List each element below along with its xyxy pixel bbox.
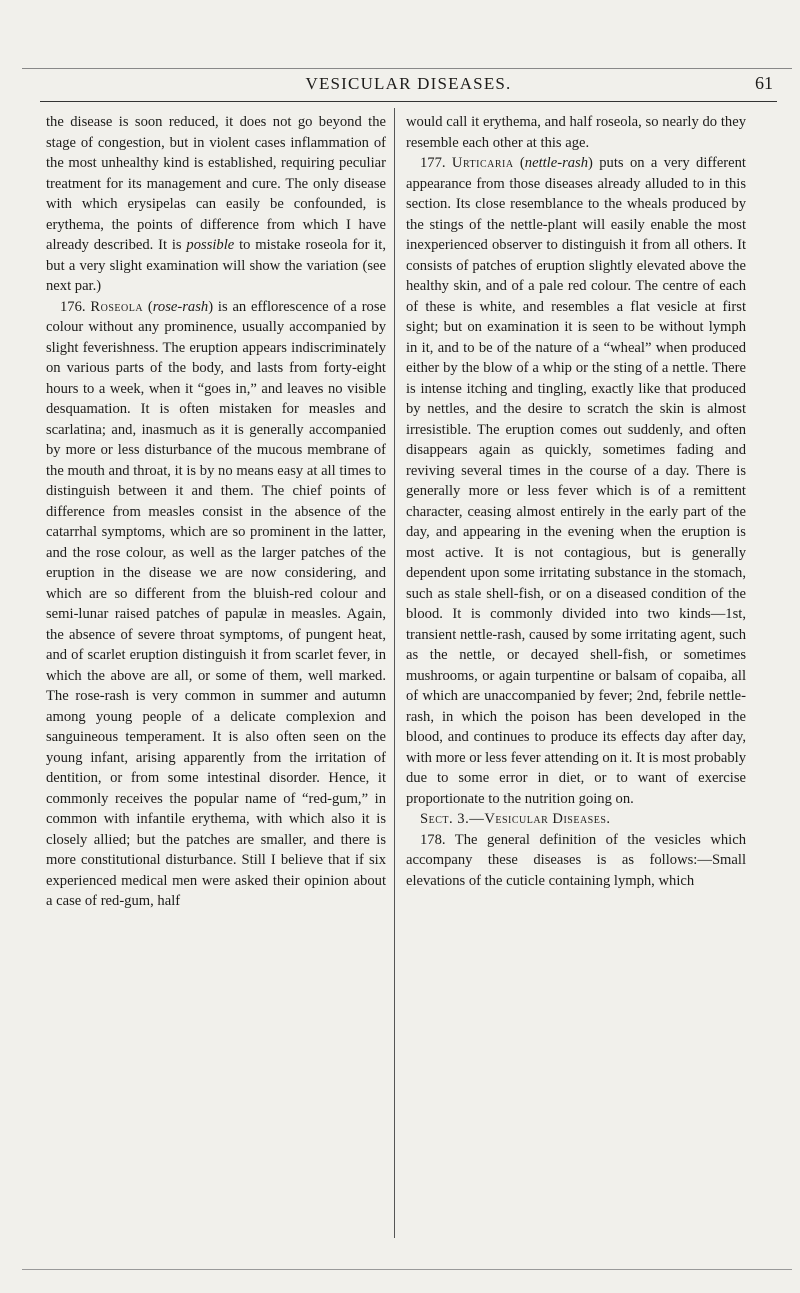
running-header [40, 70, 777, 100]
right-column [406, 112, 746, 891]
text-run: 178. The general definition of the vesicles which accompany these diseases is as follows:—Small elevations of the cuticle containing lymph, which [406, 831, 746, 889]
paragraph-177-urticaria: 177. Urticaria (nettle-rash) puts on a very different appearance from those diseases already alluded to in this section. Its close resemblance to the wheals produced by the stings of the nettle-plant will easily enable the most inexperienced observer to distinguish it from all others. It consists of patches of eruption slightly elevated above the healthy skin, and of a pale red colour. The centre of each of these is white, and resembles a flat vesicle at first sight; but on examination it is seen to be without lymph in it, and to be of the nature of a “wheal” when produced either by the blow of a whip or the sting of a nettle. There is intense itching and tingling, exactly like that produced by nettles, and the desire to scratch the skin is almost irresistible. The eruption comes out suddenly, and often disappears again as quickly, sometimes fading and reviving several times in the course of a day. There is generally more or less fever which is of a remittent character, ceasing almost entirely in the early part of the day, and appearing in the evening when the eruption is most active. It is not contagious, but is generally dependent upon some irritating substance in the stomach, such as stale shell-fish, or on a diseased condition of the blood. It is commonly divided into two kinds—1st, transient nettle-rash, caused by some irritating agent, such as the nettle, or decayed shell-fish, or sometimes mushrooms, or again turpentine or balsam of copaiba, all of which are unaccompanied by fever; 2nd, febrile nettle-rash, in which the poison has been developed in the blood, and continues to produce its effects day after day, with more or less fever attending on it. It is most probably due to some error in diet, or to want of exercise proportionate to the nutrition going on. [406, 155, 746, 807]
italic-word: possible [186, 237, 235, 253]
term-gloss: nettle-rash [524, 155, 589, 171]
term-urticaria: Urticaria [451, 155, 514, 171]
section-heading [406, 809, 746, 830]
left-column [46, 112, 386, 912]
paragraph-number: 176. [60, 298, 86, 315]
header-rule [40, 101, 777, 102]
paragraph-176-roseola: 176. Roseola (rose-rash) is an efflorescence of a rose colour without any prominence, usually accompanied by slight feverishness. The eruption appears indiscriminately on various parts of the body, and lasts from forty-eight hours to a week, when it “goes in,” and leaves no visible desquamation. It is often mistaken for measles and scarlatina; and, inasmuch as it is generally accompanied by more or less disturbance of the mucous membrane of the mouth and throat, it is by no means easy at all times to distinguish between it and them. The chief points of difference from measles consist in the absence of the catarrhal symptoms, which are so prominent in the latter, and the rose colour, as well as the larger patches of the eruption in the disease we are now considering, and which are so different from the bluish-red colour and semi-lunar raised patches of papulæ in measles. Again, the absence of severe throat symptoms, of pungent heat, and of scarlet eruption distinguish it from scarlet fever, in which the above are all, or some of them, well marked. The rose-rash is very common in summer and autumn among young people of a delicate complexion and sanguineous temperament. It is also often seen on the young infant, arising apparently from the irritation of dentition, or from some intestinal disorder. Hence, it commonly receives the popular name of “red-gum,” in common with infantile erythema, with which also it is closely allied; but the patches are smaller, and there is more constitutional disturbance. Still I believe that if six experienced medical men were asked their opinion about a case of red-gum, half [46, 298, 387, 909]
text-run: to mistake roseola for it, but a very slight examination will show the variation (see next par.) [46, 237, 387, 294]
text-run: the disease is soon reduced, it does not go beyond the stage of congestion, but in violent cases inflammation of the most unhealthy kind is established, requiring peculiar treatment for its management and cure. The only disease with which erysipelas can easily be confounded, is erythema, the points of difference from which I have already described. It is [46, 114, 386, 253]
term-roseola: Roseola [90, 298, 144, 315]
page-number: 61 [755, 73, 773, 93]
text-run: is an efflorescence of a rose colour without any prominence, usually accompanied by slight feverishness. The eruption appears indiscriminately on various parts of the body, and lasts from forty-eight hours to a week, when it “goes in,” and leaves no visible desquamation. It is often mistaken for measles and scarlatina; and, inasmuch as it is generally accompanied by more or less disturbance of the mucous membrane of the mouth and throat, it is by no means easy at all times to distinguish between it and them. The chief points of difference from measles consist in the absence of the catarrhal symptoms, which are so prominent in the latter, and the rose colour, as well as the larger patches of the eruption in the disease we are now considering, and which are so different from the bluish-red colour and semi-lunar raised patches of papulæ in measles. Again, the absence of severe throat symptoms, of pungent heat, and of scarlet eruption distinguish it from scarlet fever, in which the above are all, or some of them, well marked. The rose-rash is very common in summer and autumn among young people of a delicate complexion and sanguineous temperament. It is also often seen on the young infant, arising apparently from the irritation of dentition, or from some intestinal disorder. Hence, it commonly receives the popular name of “red-gum,” in common with infantile erythema, with which also it is closely allied; but the patches are smaller, and there is more constitutional disturbance. Still I believe that if six experienced medical men were asked their opinion about a case of red-gum, half [46, 298, 387, 909]
running-title: VESICULAR DISEASES. [305, 74, 512, 93]
paragraph-178-definition [406, 830, 746, 892]
term-gloss: rose-rash [152, 298, 209, 315]
paragraph-roseola-continued [406, 112, 746, 153]
section-label: Sect. 3. [420, 811, 470, 827]
paragraph-number: 177. [420, 155, 446, 171]
section-title: —Vesicular Diseases. [469, 811, 611, 827]
text-run: puts on a very different appearance from those diseases already alluded to in this section. Its close resemblance to the wheals produced by the stings of the nettle-plant will easily enable the most inexperienced observer to distinguish it from all others. It consists of patches of eruption slightly elevated above the healthy skin, and of a pale red colour. The centre of each of these is white, and resembles a flat vesicle at first sight; but on examination it is seen to be without lymph in it, and to be of the nature of a “wheal” when produced either by the blow of a whip or the sting of a nettle. There is intense itching and tingling, exactly like that produced by nettles, and the desire to scratch the skin is almost irresistible. The eruption comes out suddenly, and often disappears again as quickly, sometimes fading and reviving several times in the course of a day. There is generally more or less fever which is of a remittent character, ceasing almost entirely in the early part of the day, and appearing in the evening when the eruption is most active. It is not contagious, but is generally dependent upon some irritating substance in the stomach, such as stale shell-fish, or on a diseased condition of the blood. It is commonly divided into two kinds—1st, transient nettle-rash, caused by some irritating agent, such as the nettle, or decayed shell-fish, or sometimes mushrooms, or again turpentine or balsam of copaiba, all of which are unaccompanied by fever; 2nd, febrile nettle-rash, in which the poison has been developed in the blood, and continues to produce its effects day after day, with more or less fever attending on it. It is most probably due to some error in diet, or to want of exercise proportionate to the nutrition going on. [406, 155, 746, 807]
paragraph-erysipelas-continued [46, 112, 386, 297]
column-divider [394, 108, 395, 1238]
text-run: would call it erythema, and half roseola, so nearly do they resemble each other at this age. [406, 114, 746, 151]
